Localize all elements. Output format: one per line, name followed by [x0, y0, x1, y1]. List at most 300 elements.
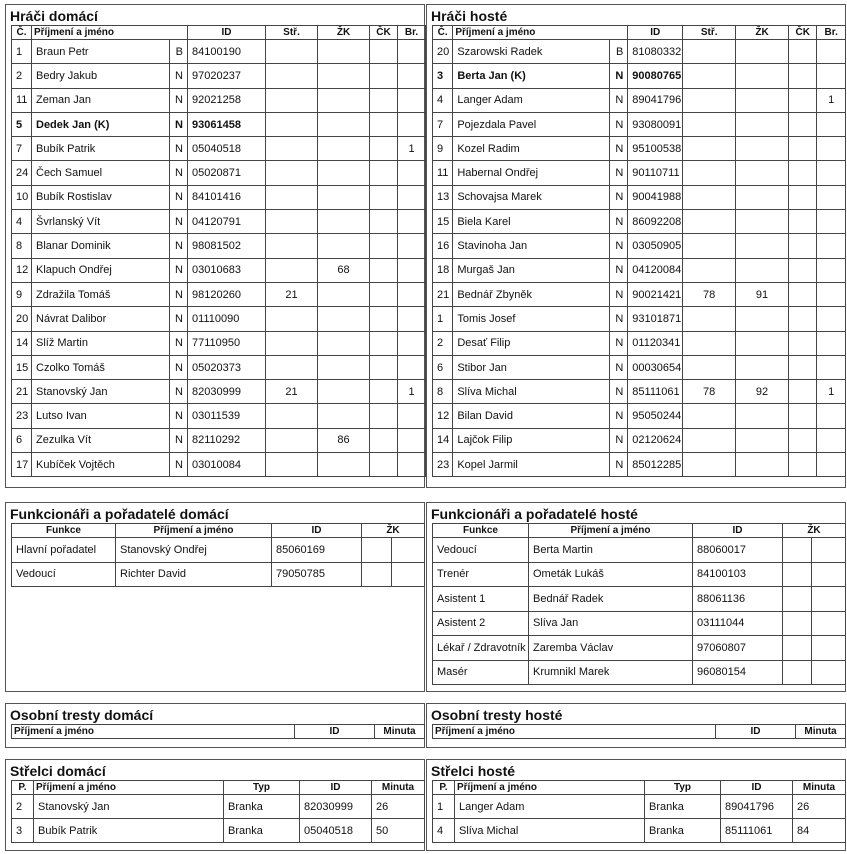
player-yellow-card [318, 453, 370, 477]
official-name: Slíva Jan [529, 611, 693, 636]
player-number: 5 [12, 112, 32, 136]
player-code: N [609, 453, 627, 477]
home-officials-title: Funkcionáři a pořadatelé domácí [10, 506, 229, 522]
header-minute: Minuta [796, 725, 846, 739]
official-role: Asistent 1 [433, 587, 529, 612]
player-yellow-card [318, 380, 370, 404]
player-row [433, 234, 846, 258]
player-assists [398, 282, 426, 306]
header-red-card: ČK [788, 26, 816, 40]
player-id: 90080765 [628, 64, 683, 88]
player-row [433, 137, 846, 161]
player-number: 6 [433, 355, 453, 379]
official-row [433, 538, 846, 563]
player-yellow-card [318, 404, 370, 428]
player-number: 12 [12, 258, 32, 282]
header-id: ID [272, 524, 362, 538]
player-code: N [609, 185, 627, 209]
header-name: Příjmení a jméno [32, 26, 188, 40]
player-number: 20 [433, 40, 453, 64]
player-id: 97020237 [188, 64, 266, 88]
player-code: N [609, 210, 627, 234]
scorer-row [12, 819, 425, 843]
player-code: N [170, 234, 188, 258]
official-row [433, 636, 846, 661]
player-code: N [170, 331, 188, 355]
player-goals [683, 307, 736, 331]
player-name: Čech Samuel [32, 161, 170, 185]
player-assists [398, 258, 426, 282]
player-yellow-card [318, 137, 370, 161]
player-row [433, 161, 846, 185]
player-code: N [170, 185, 188, 209]
player-code: N [609, 137, 627, 161]
player-assists [398, 355, 426, 379]
player-goals [683, 258, 736, 282]
player-goals [683, 404, 736, 428]
header-yellow-card: ŽK [736, 26, 789, 40]
player-yellow-card [736, 331, 789, 355]
player-number: 1 [433, 307, 453, 331]
player-row [433, 331, 846, 355]
player-goals [683, 161, 736, 185]
player-goals [266, 161, 318, 185]
player-row [12, 258, 426, 282]
official-name: Zaremba Václav [529, 636, 693, 661]
player-yellow-card: 68 [318, 258, 370, 282]
player-number: 13 [433, 185, 453, 209]
player-red-card [788, 307, 816, 331]
player-name: Bubík Patrik [32, 137, 170, 161]
scorer-id: 89041796 [721, 795, 793, 819]
player-row [12, 404, 426, 428]
player-code: N [170, 112, 188, 136]
player-code: N [170, 282, 188, 306]
player-row [12, 64, 426, 88]
scorer-id: 82030999 [300, 795, 372, 819]
player-row [12, 161, 426, 185]
player-goals [266, 137, 318, 161]
player-code: N [609, 64, 627, 88]
header-assists: Br. [817, 26, 846, 40]
player-assists [817, 234, 846, 258]
player-goals [266, 355, 318, 379]
player-name: Dedek Jan (K) [32, 112, 170, 136]
official-id: 96080154 [693, 660, 783, 685]
player-number: 4 [12, 210, 32, 234]
header-number: Č. [433, 26, 453, 40]
player-yellow-card [318, 185, 370, 209]
player-goals [266, 331, 318, 355]
player-assists [817, 404, 846, 428]
player-id: 03011539 [188, 404, 266, 428]
player-yellow-card [736, 112, 789, 136]
scorer-id: 05040518 [300, 819, 372, 843]
scorer-row [433, 795, 846, 819]
player-assists [398, 234, 426, 258]
player-name: Schovajsa Marek [453, 185, 610, 209]
player-id: 03010683 [188, 258, 266, 282]
player-assists: 1 [398, 380, 426, 404]
player-assists [817, 307, 846, 331]
home-penalties-title: Osobní tresty domácí [10, 707, 154, 723]
player-goals [266, 40, 318, 64]
player-assists [398, 307, 426, 331]
player-number: 7 [12, 137, 32, 161]
player-red-card [370, 185, 398, 209]
player-yellow-card [318, 112, 370, 136]
player-name: Bubík Rostislav [32, 185, 170, 209]
scorer-name: Bubík Patrik [34, 819, 224, 843]
player-red-card [788, 404, 816, 428]
player-goals [683, 331, 736, 355]
player-number: 9 [433, 137, 453, 161]
player-number: 1 [12, 40, 32, 64]
scorer-row [12, 795, 425, 819]
player-assists [817, 331, 846, 355]
player-name: Slíž Martin [32, 331, 170, 355]
header-number: Č. [12, 26, 32, 40]
player-name: Švrlanský Vít [32, 210, 170, 234]
player-number: 11 [433, 161, 453, 185]
player-row [12, 185, 426, 209]
player-yellow-card [736, 453, 789, 477]
header-assists: Br. [398, 26, 426, 40]
player-assists [398, 64, 426, 88]
away-players-title: Hráči hosté [431, 8, 508, 24]
player-red-card [370, 64, 398, 88]
official-yellow-card [783, 636, 812, 661]
player-yellow-card [736, 88, 789, 112]
home-players-panel [5, 4, 425, 488]
player-yellow-card [318, 88, 370, 112]
player-number: 23 [12, 404, 32, 428]
header-type: Typ [645, 781, 721, 795]
player-code: N [609, 331, 627, 355]
away-penalties-title: Osobní tresty hosté [431, 707, 563, 723]
player-goals [266, 453, 318, 477]
player-yellow-card [736, 428, 789, 452]
official-yellow-card [783, 562, 812, 587]
official-extra-cell [812, 660, 846, 685]
player-row [12, 428, 426, 452]
player-id: 98120260 [188, 282, 266, 306]
player-number: 21 [12, 380, 32, 404]
header-yellow-card: ŽK [318, 26, 370, 40]
player-yellow-card [318, 234, 370, 258]
player-code: N [609, 307, 627, 331]
player-name: Stibor Jan [453, 355, 610, 379]
player-assists [817, 185, 846, 209]
scorer-minute: 50 [372, 819, 425, 843]
header-name: Příjmení a jméno [12, 725, 295, 739]
header-role: Funkce [12, 524, 116, 538]
official-name: Ometák Lukáš [529, 562, 693, 587]
official-yellow-card [783, 611, 812, 636]
player-code: N [170, 88, 188, 112]
player-yellow-card [318, 282, 370, 306]
official-id: 88060017 [693, 538, 783, 563]
player-yellow-card [736, 234, 789, 258]
player-goals [266, 234, 318, 258]
player-red-card [788, 210, 816, 234]
player-yellow-card [736, 404, 789, 428]
player-id: 85111061 [628, 380, 683, 404]
player-name: Slíva Michal [453, 380, 610, 404]
player-yellow-card [318, 40, 370, 64]
player-row [12, 40, 426, 64]
away-players-panel [426, 4, 846, 488]
player-red-card [370, 40, 398, 64]
player-goals [683, 40, 736, 64]
player-red-card [788, 40, 816, 64]
official-extra-cell [812, 611, 846, 636]
away-players-body [433, 40, 846, 477]
home-penalties-panel [5, 703, 425, 748]
official-id: 79050785 [272, 562, 362, 587]
home-players-table [11, 25, 426, 477]
player-code: N [609, 355, 627, 379]
player-assists [398, 161, 426, 185]
official-id: 03111044 [693, 611, 783, 636]
official-id: 84100103 [693, 562, 783, 587]
away-scorers-panel [426, 759, 846, 851]
player-assists [398, 40, 426, 64]
player-yellow-card [736, 355, 789, 379]
official-row [433, 587, 846, 612]
official-extra-cell [812, 562, 846, 587]
player-red-card [788, 453, 816, 477]
scorer-order: 3 [12, 819, 34, 843]
player-name: Desať Filip [453, 331, 610, 355]
player-red-card [370, 380, 398, 404]
player-name: Blanar Dominik [32, 234, 170, 258]
player-id: 95100538 [628, 137, 683, 161]
away-penalties-table [432, 724, 846, 739]
player-row [433, 40, 846, 64]
player-goals [266, 112, 318, 136]
scorer-type: Branka [645, 819, 721, 843]
player-number: 9 [12, 282, 32, 306]
player-red-card [370, 112, 398, 136]
player-yellow-card [318, 307, 370, 331]
player-id: 90021421 [628, 282, 683, 306]
player-id: 90041988 [628, 185, 683, 209]
scorer-name: Stanovský Jan [34, 795, 224, 819]
header-name: Příjmení a jméno [34, 781, 224, 795]
header-id: ID [300, 781, 372, 795]
player-assists [817, 258, 846, 282]
player-yellow-card: 86 [318, 428, 370, 452]
player-red-card [788, 355, 816, 379]
player-id: 84101416 [188, 185, 266, 209]
player-red-card [788, 258, 816, 282]
player-red-card [788, 185, 816, 209]
player-red-card [788, 428, 816, 452]
player-name: Lutso Ivan [32, 404, 170, 428]
player-code: N [609, 161, 627, 185]
player-goals [683, 234, 736, 258]
player-number: 8 [433, 380, 453, 404]
header-order: P. [12, 781, 34, 795]
player-id: 00030654 [628, 355, 683, 379]
player-assists [817, 282, 846, 306]
player-assists [398, 331, 426, 355]
player-goals [266, 428, 318, 452]
player-row [12, 355, 426, 379]
player-name: Kopel Jarmil [453, 453, 610, 477]
player-id: 98081502 [188, 234, 266, 258]
player-assists: 1 [817, 88, 846, 112]
official-id: 97060807 [693, 636, 783, 661]
player-goals [266, 88, 318, 112]
official-yellow-card [783, 587, 812, 612]
official-row [12, 538, 425, 563]
player-name: Murgaš Jan [453, 258, 610, 282]
player-assists [398, 453, 426, 477]
player-row [12, 307, 426, 331]
header-red-card: ČK [370, 26, 398, 40]
player-goals: 21 [266, 282, 318, 306]
player-code: N [609, 88, 627, 112]
player-number: 14 [433, 428, 453, 452]
player-number: 4 [433, 88, 453, 112]
player-row [12, 453, 426, 477]
player-red-card [370, 453, 398, 477]
official-role: Trenér [433, 562, 529, 587]
player-row [12, 331, 426, 355]
player-number: 17 [12, 453, 32, 477]
player-id: 81080332 [628, 40, 683, 64]
player-number: 3 [433, 64, 453, 88]
header-minute: Minuta [793, 781, 846, 795]
player-goals: 21 [266, 380, 318, 404]
player-assists [398, 185, 426, 209]
player-name: Zezulka Vít [32, 428, 170, 452]
official-role: Masér [433, 660, 529, 685]
header-id: ID [721, 781, 793, 795]
player-goals [683, 64, 736, 88]
header-role: Funkce [433, 524, 529, 538]
scorer-type: Branka [224, 795, 300, 819]
player-row [433, 88, 846, 112]
player-name: Lajčok Filip [453, 428, 610, 452]
player-goals [683, 428, 736, 452]
player-yellow-card [736, 307, 789, 331]
player-yellow-card [736, 40, 789, 64]
player-name: Zdražila Tomáš [32, 282, 170, 306]
player-row [433, 185, 846, 209]
player-code: N [170, 210, 188, 234]
player-yellow-card [736, 210, 789, 234]
player-red-card [370, 234, 398, 258]
home-officials-panel [5, 502, 425, 692]
scorer-name: Langer Adam [455, 795, 645, 819]
header-goals: Stř. [683, 26, 736, 40]
header-yellow-card: ŽK [783, 524, 846, 538]
player-row [12, 88, 426, 112]
player-code: B [609, 40, 627, 64]
player-name: Langer Adam [453, 88, 610, 112]
player-id: 03050905 [628, 234, 683, 258]
player-row [12, 282, 426, 306]
header-minute: Minuta [372, 781, 425, 795]
official-role: Asistent 2 [433, 611, 529, 636]
player-number: 10 [12, 185, 32, 209]
player-id: 86092208 [628, 210, 683, 234]
player-name: Braun Petr [32, 40, 170, 64]
player-name: Stavinoha Jan [453, 234, 610, 258]
player-row [12, 380, 426, 404]
player-assists [398, 404, 426, 428]
player-goals: 78 [683, 380, 736, 404]
player-goals [683, 453, 736, 477]
player-number: 24 [12, 161, 32, 185]
player-number: 12 [433, 404, 453, 428]
player-red-card [370, 428, 398, 452]
scorer-type: Branka [645, 795, 721, 819]
official-row [433, 611, 846, 636]
player-name: Habernal Ondřej [453, 161, 610, 185]
scorer-order: 2 [12, 795, 34, 819]
home-players-body [12, 40, 426, 477]
player-red-card [788, 161, 816, 185]
header-order: P. [433, 781, 455, 795]
official-role: Vedoucí [433, 538, 529, 563]
player-yellow-card [318, 210, 370, 234]
home-officials-table [11, 523, 425, 587]
away-officials-table [432, 523, 846, 685]
away-officials-panel [426, 502, 846, 692]
player-goals [683, 355, 736, 379]
official-extra-cell [392, 562, 425, 587]
player-id: 03010084 [188, 453, 266, 477]
player-id: 04120084 [628, 258, 683, 282]
player-goals [683, 185, 736, 209]
player-goals [683, 112, 736, 136]
player-name: Bedry Jakub [32, 64, 170, 88]
player-red-card [370, 258, 398, 282]
header-name: Příjmení a jméno [455, 781, 645, 795]
player-id: 92021258 [188, 88, 266, 112]
header-id: ID [628, 26, 683, 40]
official-yellow-card [362, 538, 392, 563]
player-red-card [370, 307, 398, 331]
player-name: Berta Jan (K) [453, 64, 610, 88]
player-number: 8 [12, 234, 32, 258]
player-id: 05040518 [188, 137, 266, 161]
home-scorers-table [11, 780, 425, 843]
player-goals [683, 137, 736, 161]
header-goals: Stř. [266, 26, 318, 40]
player-red-card [788, 380, 816, 404]
player-id: 93101871 [628, 307, 683, 331]
player-code: N [170, 161, 188, 185]
player-name: Pojezdala Pavel [453, 112, 610, 136]
home-penalties-table [11, 724, 425, 739]
player-assists [817, 112, 846, 136]
player-assists [817, 453, 846, 477]
player-red-card [370, 404, 398, 428]
player-number: 7 [433, 112, 453, 136]
player-code: N [609, 282, 627, 306]
official-name: Richter David [116, 562, 272, 587]
player-id: 82030999 [188, 380, 266, 404]
header-id: ID [295, 725, 375, 739]
official-id: 88061136 [693, 587, 783, 612]
player-number: 2 [12, 64, 32, 88]
player-id: 95050244 [628, 404, 683, 428]
